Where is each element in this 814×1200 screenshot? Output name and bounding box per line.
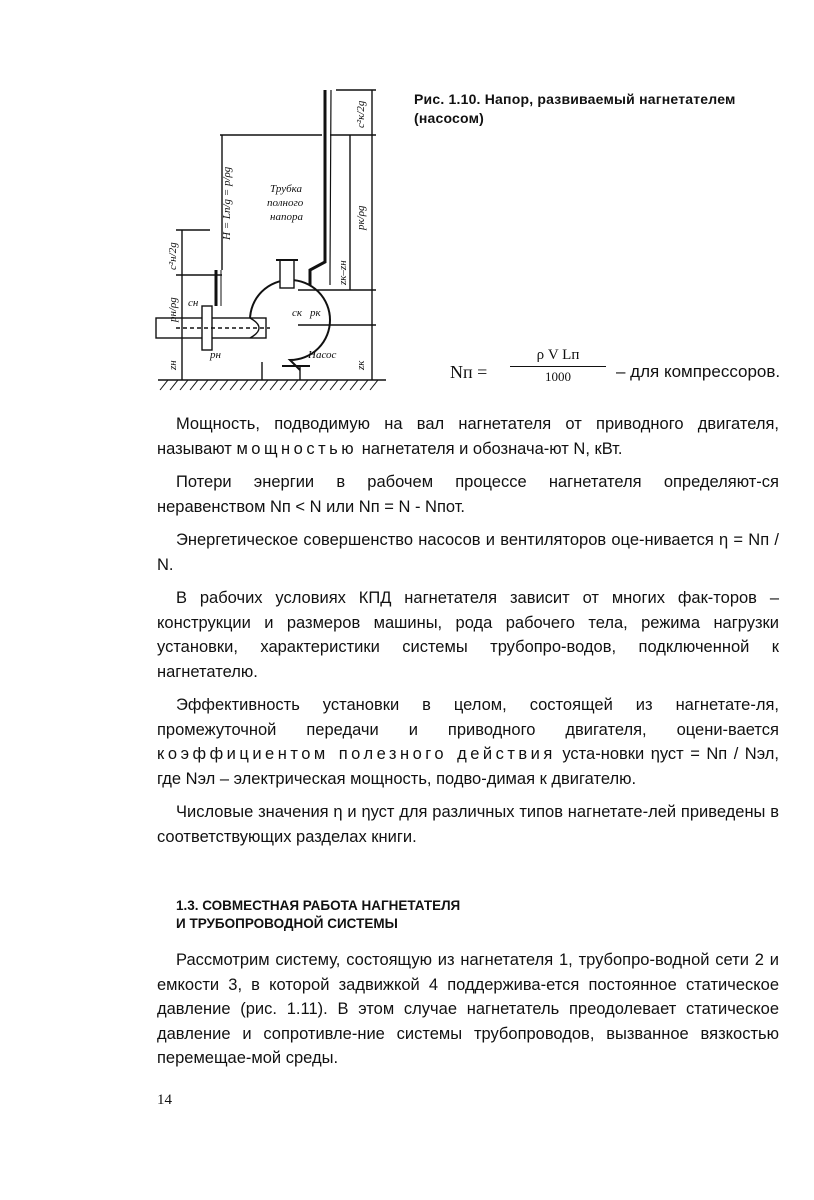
label-pk-rhog: pк/ρg [355,205,367,230]
section-body [157,948,779,1071]
label-zk-zn: zк–zн [337,260,349,285]
ground-hatch [160,380,378,390]
p5-text-a: Эффективность установки в целом, состоящей из нагнетате-ля, промежуточной передачи и приводного двигателя, оцени-вается [157,696,779,739]
label-pump: Насос [308,349,337,361]
p1-text-c: нагнетателя и обознача-ют N, кВт. [357,439,623,458]
page-number: 14 [157,1092,172,1108]
formula-lhs: Nп = [450,362,488,382]
paragraph-3: Энергетическое совершенство насосов и вентиляторов оце-нивается η = Nп / N. [157,531,779,574]
section-heading-line-2: И ТРУБОПРОВОДНОЙ СИСТЕМЫ [176,916,398,931]
p5-text-c: уста-новки ηуст = Nп / Nэл, где Nэл – электрическая мощность, подво-димая к двигателю. [157,745,779,788]
full-head-tube [310,90,325,285]
paragraph-4: В рабочих условиях КПД нагнетателя зависит от многих фак-торов – конструкции и размеров машины, рода рабочего тела, режима нагрузки установки, характеристики системы трубопро-водов, подключенной к нагнетателю. [157,589,779,681]
power-formula [440,340,800,400]
label-pn: pн [210,349,221,361]
discharge-pipe [280,260,294,288]
formula-numerator: ρ V Lп [536,347,580,363]
p1-term: мощностью [236,439,358,458]
formula-fraction [510,346,606,385]
paragraph-7: Рассмотрим систему, состоящую из нагнетателя 1, трубопро-водной сети 2 и емкости 3, в которой задвижкой 4 поддержива-ется постоянное статическое давление (рис. 1.11). В этом случае нагнетатель преодолевает статическое давление и сопротивле-ние системы трубопроводов, вызванное вязкостью перемещае-мой среды. [157,951,779,1067]
p1-text-a: Мощность, подводимую на вал нагнетателя от приводного двигателя, называют [157,415,779,458]
label-tube-3: напора [270,211,303,223]
label-ck: cк [292,307,303,319]
paragraph-1 [157,412,779,461]
section-heading [176,897,776,933]
label-cn: cн [188,297,199,309]
formula-denominator: 1000 [545,369,571,384]
paragraph-5 [157,693,779,791]
paragraph-2: Потери энергии в рабочем процессе нагнетателя определяют-ся неравенством Nп < N или Nп = N - Nпот. [157,473,779,516]
figure-caption: Рис. 1.10. Напор, развиваемый нагнетателем (насосом) [414,91,736,126]
fraction-bar [510,366,606,367]
label-pk: pк [310,307,321,319]
body-text [157,412,779,858]
label-head-formula: H = Lп/g = p/ρg [221,166,233,240]
pump-head-figure [150,80,400,410]
label-zk: zк [355,360,367,370]
label-tube-1: Трубка [270,183,302,195]
paragraph-6: Числовые значения η и ηуст для различных типов нагнетате-лей приведены в соответствующих разделах книги. [157,803,779,846]
section-heading-line-1: 1.3. СОВМЕСТНАЯ РАБОТА НАГНЕТАТЕЛЯ [176,898,461,913]
label-tube-2: полного [267,197,304,209]
label-zn: zн [167,360,179,370]
p5-term: коэффициентом полезного действия [157,745,556,763]
formula-rhs: – для компрессоров. [616,362,781,381]
label-cn2g: c²н/2g [167,242,179,270]
label-ck2g: c²к/2g [355,100,367,128]
label-pn-rhog: pн/ρg [167,297,179,322]
